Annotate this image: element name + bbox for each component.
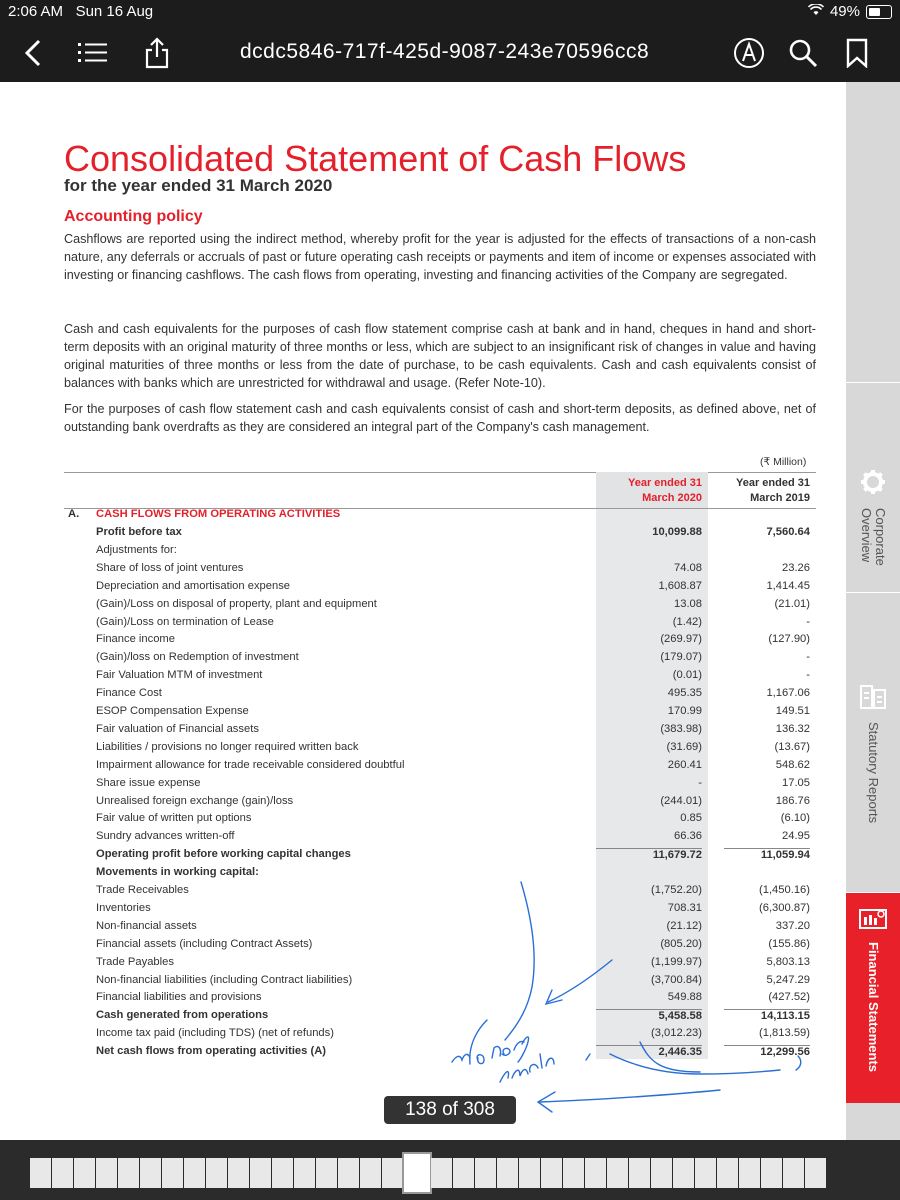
row-value-current: 0.85 xyxy=(680,812,702,825)
back-chevron-icon[interactable] xyxy=(16,36,50,70)
row-value-current: (179.07) xyxy=(660,651,702,664)
thumbnail[interactable] xyxy=(563,1158,584,1188)
row-value-current: - xyxy=(698,776,702,789)
thumbnail[interactable] xyxy=(475,1158,496,1188)
thumbnail[interactable] xyxy=(717,1158,738,1188)
thumbnail-strip[interactable] xyxy=(0,1140,900,1200)
tab-label: Corporate Overview xyxy=(859,508,888,566)
row-label: Depreciation and amortisation expense xyxy=(96,579,291,592)
row-value-previous: - xyxy=(806,669,810,682)
row-label: Financial liabilities and provisions xyxy=(96,991,262,1004)
section-title: CASH FLOWS FROM OPERATING ACTIVITIES xyxy=(96,508,341,520)
thumbnail[interactable] xyxy=(695,1158,716,1188)
thumbnail[interactable] xyxy=(250,1158,271,1188)
thumbnail[interactable] xyxy=(673,1158,694,1188)
thumbnail[interactable] xyxy=(541,1158,562,1188)
row-label: Inventories xyxy=(96,901,151,914)
row-value-previous: (155.86) xyxy=(768,937,810,950)
row-value-current: 170.99 xyxy=(667,705,702,717)
row-value-previous: 17.05 xyxy=(782,776,810,789)
section-letter: A. xyxy=(68,508,80,520)
row-value-previous: (21.01) xyxy=(774,597,810,610)
row-value-previous: 1,167.06 xyxy=(766,687,810,700)
row-value-current: (3,012.23) xyxy=(651,1027,702,1040)
row-label: Movements in working capital: xyxy=(96,866,259,879)
row-value-previous: (427.52) xyxy=(768,991,810,1004)
row-value-previous: 136.32 xyxy=(775,722,810,735)
thumbnail-list[interactable] xyxy=(30,1158,826,1192)
row-value-previous: (13.67) xyxy=(774,740,810,753)
policy-paragraph-2: Cash and cash equivalents for the purposes of cash flow statement comprise cash at bank and in hand, cheques in hand and short-term deposits with an original maturity of three months or less, which are subject to an insignificant risk of changes in value and having original maturities of three months or less from the date of purchase, to be cash equivalents. Cash and cash equivalents consist of balances with banks which are unrestricted for withdrawal and usage. (Refer Note-10). xyxy=(64,322,816,390)
row-value-previous: 548.62 xyxy=(775,758,810,771)
row-value-current: 708.31 xyxy=(667,901,702,914)
row-label: Cash generated from operations xyxy=(96,1009,269,1022)
document-title: dcdc5846-717f-425d-9087-243e70596cc8 xyxy=(240,40,650,63)
row-value-current: 495.35 xyxy=(667,687,702,700)
row-value-previous: 24.95 xyxy=(782,830,810,843)
row-value-current: 2,446.35 xyxy=(596,1045,702,1058)
status-bar xyxy=(0,0,900,24)
row-label: Unrealised foreign exchange (gain)/loss xyxy=(96,794,294,807)
row-value-previous: 14,113.15 xyxy=(724,1009,810,1022)
policy-paragraph-3: For the purposes of cash flow statement cash and cash equivalents consist of cash and short-term deposits, as defined above, net of outstanding bank overdrafts as they are considered an integral part of the Company's cash management. xyxy=(64,402,816,434)
thumbnail[interactable] xyxy=(382,1158,403,1188)
row-value-previous: (6,300.87) xyxy=(759,901,810,914)
row-value-current: 66.36 xyxy=(674,830,702,843)
thumbnail[interactable] xyxy=(651,1158,672,1188)
row-label: Net cash flows from operating activities (A) xyxy=(96,1045,327,1058)
thumbnail[interactable] xyxy=(431,1158,452,1188)
thumbnail[interactable] xyxy=(739,1158,760,1188)
row-label: Profit before tax xyxy=(96,526,182,538)
reader-toolbar xyxy=(0,24,900,82)
row-label: (Gain)/loss on Redemption of investment xyxy=(96,651,299,664)
row-value-current: (269.97) xyxy=(660,633,702,646)
thumbnail[interactable] xyxy=(272,1158,293,1188)
row-value-current: (1,752.20) xyxy=(651,884,702,896)
row-value-previous: 11,059.94 xyxy=(724,848,810,861)
row-value-current: 549.88 xyxy=(667,991,702,1004)
annotation-arrow-2 xyxy=(540,1090,720,1102)
row-value-current: 74.08 xyxy=(674,561,702,574)
page-title: Consolidated Statement of Cash Flows xyxy=(64,138,687,179)
thumbnail[interactable] xyxy=(338,1158,359,1188)
row-value-current: 260.41 xyxy=(667,758,702,771)
policy-paragraph-1: Cashflows are reported using the indirect method, whereby profit for the year is adjusted for the effects of transactions of a non-cash nature, any deferrals or accruals of past or future operating cash receipts or payments and item of income or expenses associated with investing or financing cashflows. The cash flows from operating, investing and financing activities of the Company are segregated. xyxy=(64,232,816,282)
row-value-previous: 5,247.29 xyxy=(766,973,810,986)
row-value-previous: 5,803.13 xyxy=(766,955,810,968)
units-label: (₹ Million) xyxy=(760,456,807,468)
row-label: Finance income xyxy=(96,633,175,646)
row-value-current: 1,608.87 xyxy=(658,579,702,592)
row-label: Adjustments for: xyxy=(96,543,177,556)
thumbnail[interactable] xyxy=(30,1158,51,1188)
row-value-previous: 186.76 xyxy=(775,794,810,807)
row-label: ESOP Compensation Expense xyxy=(96,705,249,717)
bookmark-icon[interactable] xyxy=(840,36,874,70)
status-time: 2:06 AM Sun 16 Aug xyxy=(8,3,154,20)
row-value-previous: - xyxy=(806,651,810,664)
thumbnail[interactable] xyxy=(783,1158,804,1188)
thumbnail[interactable] xyxy=(316,1158,337,1188)
row-value-previous: - xyxy=(806,615,810,628)
tab-statutory-reports[interactable] xyxy=(846,592,900,893)
row-value-previous: 149.51 xyxy=(775,705,810,717)
tab-financial-statements[interactable] xyxy=(846,892,900,1103)
row-value-current: (21.12) xyxy=(666,919,702,932)
row-value-current: (805.20) xyxy=(660,937,702,950)
battery-icon xyxy=(866,5,892,19)
annotation-arrow-1 xyxy=(548,960,612,1002)
financial-statements-icon xyxy=(859,907,887,934)
section-sidebar xyxy=(846,82,900,1140)
thumbnail[interactable] xyxy=(74,1158,95,1188)
thumbnail[interactable] xyxy=(360,1158,381,1188)
column-header-previous: Year ended 31 March 2019 xyxy=(736,477,810,504)
row-label: Fair valuation of Financial assets xyxy=(96,722,259,735)
battery-percent: 49% xyxy=(829,3,860,20)
search-icon[interactable] xyxy=(786,36,820,70)
row-label: Sundry advances written-off xyxy=(96,830,235,843)
report-icon xyxy=(860,685,886,714)
row-value-current: (1.42) xyxy=(672,615,702,628)
thumbnail[interactable] xyxy=(805,1158,826,1188)
row-label: Trade Receivables xyxy=(96,884,189,896)
page-indicator: 138 of 308 xyxy=(384,1096,516,1124)
row-label: Finance Cost xyxy=(96,687,162,700)
wifi-icon xyxy=(808,3,824,20)
row-label: Non-financial assets xyxy=(96,919,197,932)
tab-label: Statutory Reports xyxy=(866,722,881,824)
thumbnail[interactable] xyxy=(519,1158,540,1188)
tab-corporate-overview[interactable] xyxy=(846,382,900,593)
thumbnail[interactable] xyxy=(52,1158,73,1188)
row-value-current: 10,099.88 xyxy=(652,526,702,538)
status-right xyxy=(808,3,892,20)
column-header-current: Year ended 31 March 2020 xyxy=(596,472,708,508)
thumbnail[interactable] xyxy=(629,1158,650,1188)
thumbnail[interactable] xyxy=(607,1158,628,1188)
annotate-icon[interactable] xyxy=(732,36,766,70)
row-value-current: (0.01) xyxy=(672,669,702,682)
row-label: (Gain)/Loss on disposal of property, plant and equipment xyxy=(96,597,377,610)
row-label: Non-financial liabilities (including Contract liabilities) xyxy=(96,973,353,986)
row-value-current: 13.08 xyxy=(674,597,702,610)
row-value-previous: 23.26 xyxy=(782,561,810,574)
list-icon[interactable] xyxy=(76,36,110,70)
row-label: Impairment allowance for trade receivable considered doubtful xyxy=(96,758,405,771)
row-label: Operating profit before working capital changes xyxy=(96,848,351,861)
thumbnail[interactable] xyxy=(497,1158,518,1188)
thumbnail[interactable] xyxy=(118,1158,139,1188)
thumbnail[interactable] xyxy=(206,1158,227,1188)
thumbnail[interactable] xyxy=(140,1158,161,1188)
row-value-current: (244.01) xyxy=(660,794,702,807)
tab-label: Financial Statements xyxy=(866,942,881,1073)
annotation-underline xyxy=(610,1054,780,1074)
row-value-previous: (6.10) xyxy=(780,812,810,825)
row-label: Financial assets (including Contract Assets) xyxy=(96,937,313,950)
document-page xyxy=(0,82,846,1140)
share-icon[interactable] xyxy=(140,36,174,70)
row-value-previous: 337.20 xyxy=(775,919,810,932)
row-value-previous: (127.90) xyxy=(768,633,810,646)
row-value-previous: (1,450.16) xyxy=(759,884,810,896)
row-value-current: 11,679.72 xyxy=(596,848,702,861)
thumbnail[interactable] xyxy=(228,1158,249,1188)
page-subtitle: for the year ended 31 March 2020 xyxy=(64,176,333,195)
thumbnail[interactable] xyxy=(761,1158,782,1188)
row-label: Trade Payables xyxy=(96,955,174,968)
thumbnail-current[interactable] xyxy=(404,1154,430,1192)
thumbnail[interactable] xyxy=(162,1158,183,1188)
row-label: Share issue expense xyxy=(96,776,201,789)
row-label: Share of loss of joint ventures xyxy=(96,561,244,574)
row-label: Income tax paid (including TDS) (net of refunds) xyxy=(96,1027,334,1040)
thumbnail[interactable] xyxy=(453,1158,474,1188)
thumbnail[interactable] xyxy=(96,1158,117,1188)
row-value-current: (31.69) xyxy=(666,740,702,753)
row-value-current: (1,199.97) xyxy=(651,955,702,968)
policy-heading: Accounting policy xyxy=(64,208,203,225)
row-value-previous: 12,299.56 xyxy=(724,1045,810,1058)
handwritten-annotations xyxy=(0,82,846,1140)
thumbnail[interactable] xyxy=(184,1158,205,1188)
thumbnail[interactable] xyxy=(585,1158,606,1188)
thumbnail[interactable] xyxy=(294,1158,315,1188)
row-value-current: 5,458.58 xyxy=(596,1009,702,1022)
row-value-current: (3,700.84) xyxy=(651,973,702,986)
row-label: Fair value of written put options xyxy=(96,812,252,825)
row-label: (Gain)/Loss on termination of Lease xyxy=(96,615,274,628)
row-label: Liabilities / provisions no longer required written back xyxy=(96,740,359,753)
row-value-previous: 1,414.45 xyxy=(766,579,810,592)
row-value-current: (383.98) xyxy=(660,722,702,735)
row-value-previous: (1,813.59) xyxy=(759,1027,810,1040)
row-label: Fair Valuation MTM of investment xyxy=(96,669,263,682)
annotation-bracket xyxy=(505,882,534,1040)
annotation-word-money xyxy=(470,1020,487,1064)
gear-icon xyxy=(860,469,886,500)
row-value-previous: 7,560.64 xyxy=(766,526,810,538)
